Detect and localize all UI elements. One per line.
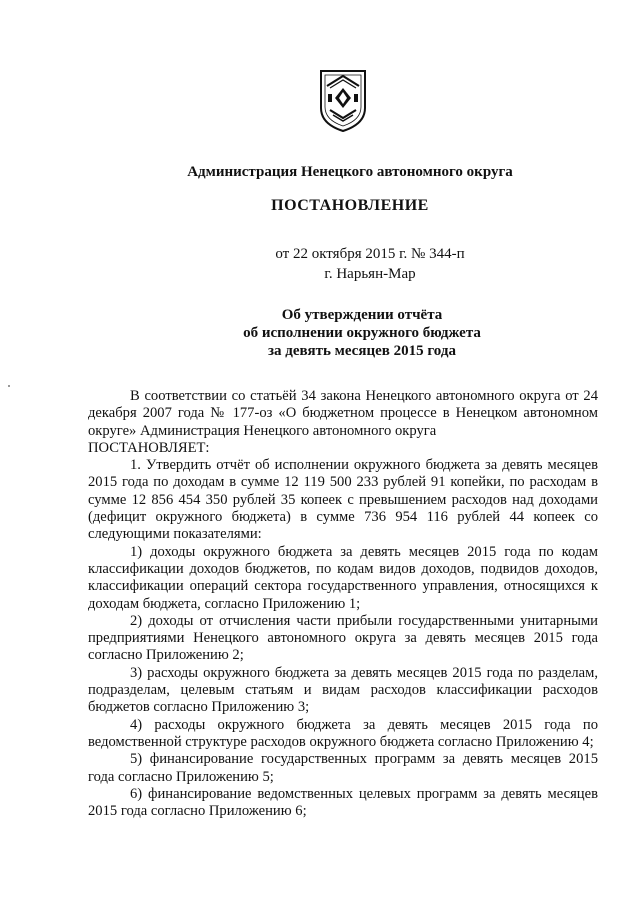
decree-word: ПОСТАНОВЛЯЕТ: bbox=[88, 439, 210, 456]
subclause-2: 2) доходы от отчисления части прибыли государственными унитарными предприятиями Ненецкого автономного округа за девять месяцев 2015 года согласно Приложению 2; bbox=[88, 612, 598, 664]
subject-line: Об утверждении отчёта bbox=[281, 307, 443, 323]
subject-line: об исполнении окружного бюджета bbox=[243, 325, 481, 341]
scan-margin-speck bbox=[8, 385, 10, 387]
document-type-title: ПОСТАНОВЛЕНИЕ bbox=[271, 197, 429, 214]
subclause-4: 4) расходы окружного бюджета за девять месяцев 2015 года по ведомственной структуре расходов окружного бюджета согласно Приложению 4; bbox=[88, 716, 598, 750]
clause-1: 1. Утвердить отчёт об исполнении окружного бюджета за девять месяцев 2015 года по доходам в сумме 12 119 500 233 рублей 91 копейки, по расходам в сумме 12 856 454 350 рублей 35 копеек с превышением расходов над доходами (дефицит окружного бюджета) в сумме 736 954 116 рублей 44 копеек со следующими показателями: bbox=[88, 457, 598, 543]
issuing-authority: Администрация Ненецкого автономного округа bbox=[187, 164, 513, 180]
subclause-3: 3) расходы окружного бюджета за девять месяцев 2015 года по разделам, подразделам, целевым статьям и видам расходов классификации расходов бюджетов согласно Приложению 3; bbox=[88, 664, 598, 716]
nenets-okrug-coat-of-arms-icon bbox=[318, 68, 368, 134]
preamble-paragraph: В соответствии со статьёй 34 закона Ненецкого автономного округа от 24 декабря 2007 года № 177-оз «О бюджетном процессе в Ненецком автономном округе» Администрация Ненецкого автономного округа bbox=[88, 388, 598, 439]
subclause-5: 5) финансирование государственных программ за девять месяцев 2015 года согласно Приложению 5; bbox=[88, 751, 598, 785]
subject-line: за девять месяцев 2015 года bbox=[268, 343, 456, 359]
document-body bbox=[88, 388, 598, 820]
document-place: г. Нарьян-Мар bbox=[324, 266, 416, 282]
subclause-1: 1) доходы окружного бюджета за девять месяцев 2015 года по кодам классификации доходов бюджетов, по кодам видов доходов, подвидов доходов, классификации операций сектора государственного управления, относящихся к доходам бюджета, согласно Приложению 1; bbox=[88, 543, 598, 612]
document-date-number: от 22 октября 2015 г. № 344-п bbox=[275, 246, 465, 262]
document-subject bbox=[42, 306, 640, 360]
subclause-6: 6) финансирование ведомственных целевых программ за девять месяцев 2015 года согласно Приложению 6; bbox=[88, 785, 598, 820]
